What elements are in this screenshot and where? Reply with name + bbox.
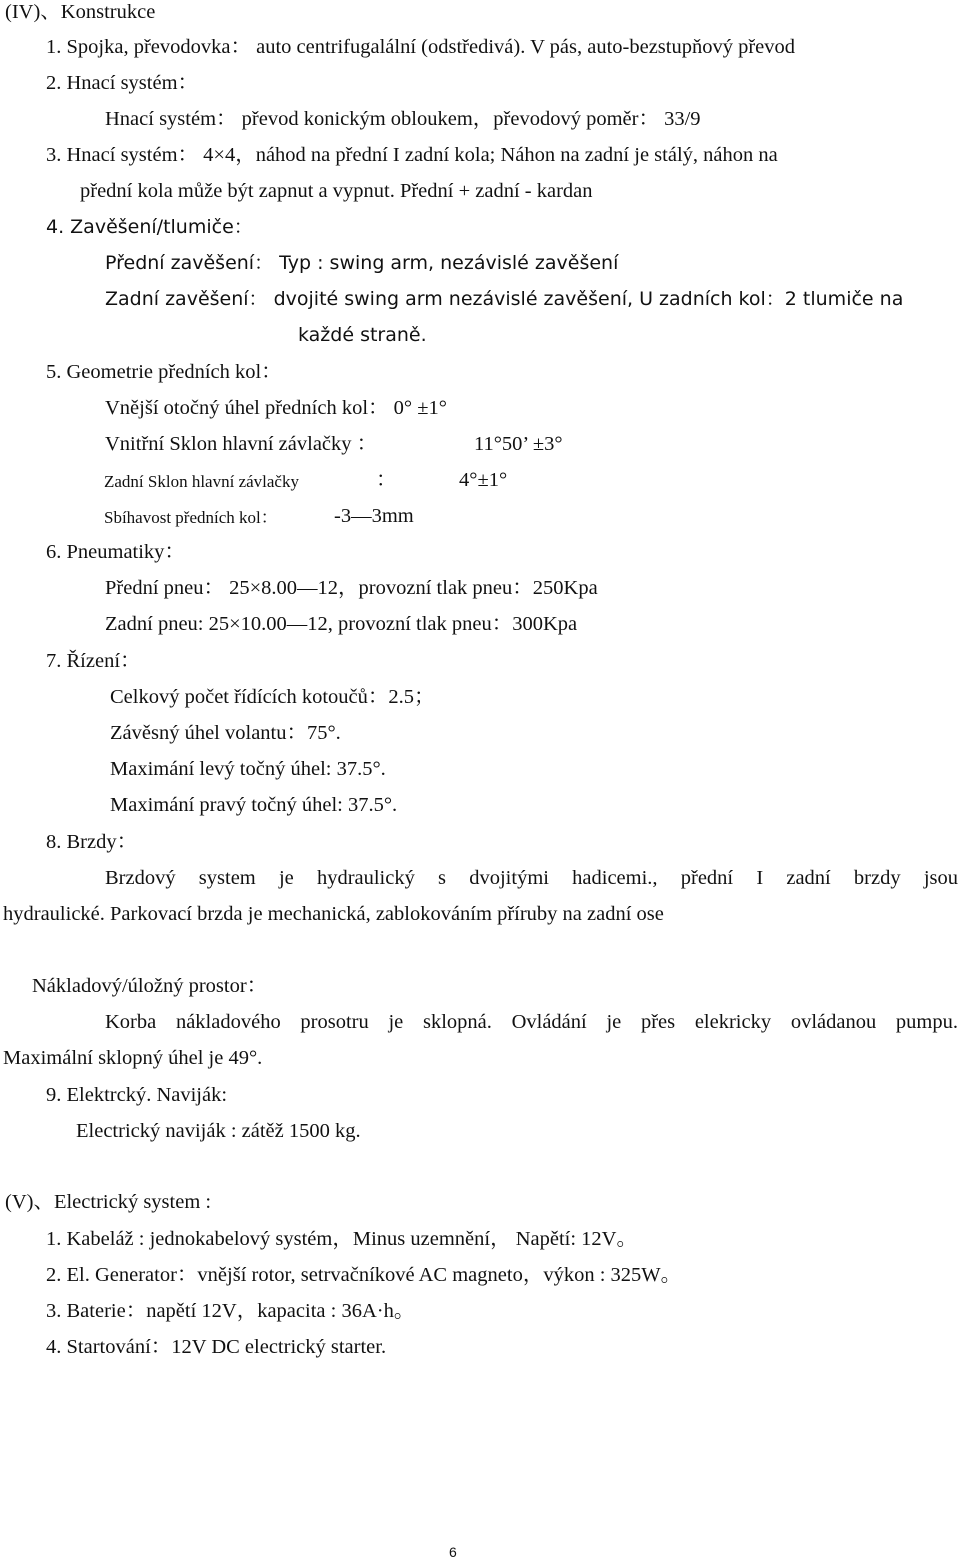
item-4-rear-suspension-cont: každé straně.	[298, 324, 427, 346]
item-5-inner-tilt-value: 11°50’ ±3°	[474, 433, 563, 455]
item-7-turns: Celkový počet řídících kotoučů：2.5；	[110, 686, 435, 708]
item-7-left-angle: Maximání levý točný úhel: 37.5°.	[110, 758, 386, 780]
item-3-drive-cont: přední kola může být zapnut a vypnut. Přední + zadní - kardan	[80, 180, 593, 202]
item-5-geometry: 5. Geometrie předních kol：	[46, 361, 282, 383]
electrical-item-3-battery: 3. Baterie：napětí 12V，kapacita : 36A·h。	[46, 1300, 415, 1322]
item-8-brakes: 8. Brzdy：	[46, 831, 138, 853]
item-4-rear-suspension: Zadní zavěšení： dvojité swing arm nezávislé zavěšení, U zadních kol：2 tlumiče na	[105, 288, 904, 310]
item-9-winch: 9. Elektrcký. Naviják:	[46, 1084, 228, 1106]
item-7-wheel-angle: Závěsný úhel volantu：75°.	[110, 722, 341, 744]
item-8-brakes-detail: Brzdový system je hydraulický s dvojitými hadicemi., přední I zadní brzdy jsou	[105, 867, 958, 889]
cargo-detail-cont: Maximální sklopný úhel je 49°.	[3, 1047, 263, 1069]
item-6-front-tire: Přední pneu： 25×8.00—12，provozní tlak pneu：250Kpa	[105, 577, 598, 599]
item-2-drive: 2. Hnací systém：	[46, 72, 199, 94]
page-number: 6	[449, 1544, 457, 1560]
item-4-front-suspension: Přední zavěšení： Typ : swing arm, nezávislé zavěšení	[105, 252, 619, 274]
electrical-item-4-starter: 4. Startování：12V DC electrický starter.	[46, 1336, 387, 1358]
cargo-title: Nákladový/úložný prostor：	[32, 975, 268, 997]
item-5-inner-tilt-label: Vnitřní Sklon hlavní závlačky ：	[105, 433, 378, 455]
item-5-toe-label: Sbíhavost předních kol：	[104, 508, 278, 527]
item-9-winch-detail: Electrický naviják : zátěž 1500 kg.	[76, 1120, 361, 1142]
item-4-suspension: 4. Zavěšení/tlumiče：	[46, 216, 253, 238]
item-6-rear-tire: Zadní pneu: 25×10.00—12, provozní tlak pneu：300Kpa	[105, 613, 578, 635]
electrical-item-1-wiring: 1. Kabeláž : jednokabelový systém，Minus uzemnění， Napětí: 12V。	[46, 1228, 637, 1250]
section-title-electrical: (V)、Electrický system :	[5, 1191, 212, 1213]
item-5-rear-tilt-value: 4°±1°	[459, 469, 508, 491]
item-5-rear-tilt-colon: ：	[376, 469, 397, 491]
electrical-item-2-generator: 2. El. Generator：vnější rotor, setrvačníkové AC magneto，výkon : 325W。	[46, 1264, 682, 1286]
item-7-steering: 7. Řízení：	[46, 650, 141, 672]
item-5-outer-angle: Vnější otočný úhel předních kol： 0° ±1°	[105, 397, 447, 419]
item-1-clutch: 1. Spojka, převodovka： auto centrifugalální (odstředivá). V pás, auto-bezstupňový převod	[46, 36, 796, 58]
cargo-detail: Korba nákladového prosotru je sklopná. Ovládání je přes elekricky ovládanou pumpu.	[105, 1011, 958, 1033]
item-2-drive-detail: Hnací systém： převod konickým obloukem，převodový poměr： 33/9	[105, 108, 701, 130]
item-3-drive: 3. Hnací systém： 4×4，náhod na přední I zadní kola; Náhon na zadní je stálý, náhon na	[46, 144, 778, 166]
item-8-brakes-detail-cont: hydraulické. Parkovací brzda je mechanická, zablokováním příruby na zadní ose	[3, 903, 664, 925]
item-5-rear-tilt-label: Zadní Sklon hlavní závlačky	[104, 472, 299, 491]
item-5-toe-value: -3—3mm	[334, 505, 414, 527]
item-7-right-angle: Maximání pravý točný úhel: 37.5°.	[110, 794, 398, 816]
item-6-tires: 6. Pneumatiky：	[46, 541, 185, 563]
section-title-construction: (IV)、Konstrukce	[5, 1, 156, 23]
